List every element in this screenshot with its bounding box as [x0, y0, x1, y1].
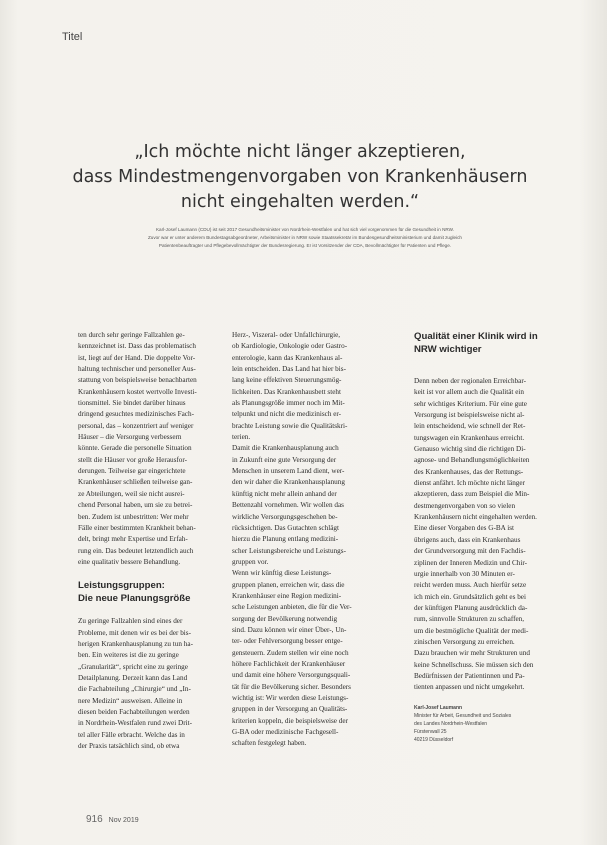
body-text-line: sorgung der Bevölkerung notwendig [232, 614, 338, 623]
body-text-line: des Krankenhauses, das der Rettungs- [414, 467, 524, 476]
body-text-line: Zu geringe Fallzahlen sind eines der [78, 617, 183, 626]
body-text-line: terien. [232, 433, 251, 442]
column-2 [232, 330, 390, 750]
subheading-leistungsgruppen [78, 579, 210, 605]
body-text-line: Herz-, Viszeral- oder Unfallchirurgie, [232, 331, 341, 339]
body-text-line: herigen Krankenhausplanung zu tun ha- [78, 639, 193, 648]
body-text-line: Versorgung ist beispielsweise nicht al- [414, 411, 525, 420]
body-text-line: ben. Ein weiteres ist die zu geringe [78, 651, 179, 660]
body-text-line: derungen. Teilweise gar eingerichtete [78, 467, 186, 476]
body-text-line: tät für die Bevölkerung sicher. Besonders [232, 682, 351, 691]
body-text-line: diesen beiden Fachabteilungen werden [78, 707, 190, 716]
body-text-line: tienten anpassen und nicht umgekehrt. [414, 683, 525, 692]
body-text-line: sehr wichtiges Kriterium. Für eine gute [414, 399, 527, 408]
body-text-line: lein entscheiden. Das Land hat hier bis- [232, 365, 346, 374]
body-text-line: Krankenhäuser eine Region medizini- [232, 591, 342, 600]
body-text-line: dienst anfährt. Ich möchte nicht länger [414, 479, 525, 488]
body-text-line: tel aller Fälle erbracht. Welche das in [78, 730, 185, 739]
body-text-line: rücksichtigen. Das Gutachten schlägt [232, 523, 339, 532]
body-text-line: lang keine effektiven Steuerungsmög- [232, 376, 342, 385]
author-line: Minister für Arbeit, Gesundheit und Soziales [414, 712, 512, 719]
quote-line: dass Mindestmengenvorgaben von Krankenhäusern [72, 167, 528, 187]
body-text-line: Genauso wichtig sind die richtigen Di- [414, 445, 526, 454]
body-text-line: ob Kardiologie, Onkologie oder Gastro- [232, 342, 348, 351]
body-text-line: und damit eine höhere Versorgungsquali- [232, 671, 351, 680]
body-text-line: Detailplanung. Derzeit kann das Land [78, 673, 188, 682]
body-text-line: ziplinen der Inneren Medizin und Chir- [414, 558, 528, 567]
body-text-line: dringend gesuchtes medizinisches Fach- [78, 410, 194, 419]
body-text-line: agnose- und Behandlungsmöglichkeiten [414, 456, 530, 465]
subheading-qualitaet [414, 330, 576, 356]
body-text-line: ist, liegt auf der Hand. Die doppelte Vor- [78, 353, 196, 362]
subheading-line: Die neue Planungsgröße [78, 593, 191, 605]
body-text-line: Fälle einer bestimmten Krankheit behan- [78, 523, 196, 532]
author-box [414, 704, 576, 744]
body-text-line: Krankenhäuser schließen teilweise gan- [78, 478, 193, 487]
body-text-line: telpunkt und nicht die medizinisch er- [232, 410, 342, 419]
body-text-line: personal, das – konzentriert auf weniger [78, 421, 194, 430]
body-text-line: gruppen vor. [232, 557, 269, 566]
body-text-line: gruppen planen, erreichen wir, dass die [232, 580, 345, 589]
body-text-line: in Nordrhein-Westfalen rund zwei Drit- [78, 719, 192, 728]
body-text-line: kennzeichnet ist. Dass das problematisch [78, 342, 196, 351]
issue-label: Nov 2019 [108, 817, 139, 824]
body-text-line: akzeptieren, dass zum Beispiel die Min- [414, 490, 530, 499]
body-text-line: nere Medizin“ ausweisen. Alleine in [78, 696, 183, 705]
body-text-line: Dazu brauchen wir mehr Strukturen und [414, 649, 530, 658]
body-text-line: delt, bringt mehr Expertise und Erfah- [78, 535, 188, 544]
body-text-line: eine qualitativ bessere Behandlung. [78, 557, 181, 566]
body-text-line: rung ein. Das bedeutet letztendlich auch [78, 546, 194, 555]
body-text-line: sind. Dazu können wir einer Über-, Un- [232, 625, 347, 634]
body-text-line: keit ist vor allem auch die Qualität ein [414, 388, 524, 397]
body-text-line: gruppen in der Versorgung an Qualitäts- [232, 705, 348, 714]
body-text-line: brachte Leistung sowie die Qualitätskri- [232, 421, 348, 430]
pull-quote [70, 140, 530, 215]
body-text-line: den wir daher die Krankenhausplanung [232, 478, 345, 487]
body-text-line: Denn neben der regionalen Erreichbar- [414, 377, 527, 385]
body-text-line: in Zukunft eine gute Versorgung der [232, 455, 337, 464]
body-text-line: übrigens auch, dass ein Krankenhaus [414, 535, 521, 544]
body-text-line: urgie innerhalb von 30 Minuten er- [414, 569, 515, 578]
author-line: des Landes Nordrhein-Westfalen [414, 720, 488, 727]
quote-line: „Ich möchte nicht länger akzeptieren, [134, 142, 466, 162]
body-text-line: tungswagen ein Krankenhaus erreicht. [414, 433, 525, 442]
author-name: Karl-Josef Laumann [414, 704, 463, 711]
body-text-line: der Praxis tatsächlich sind, ob etwa [78, 742, 180, 750]
body-text-line: als Planungsgröße immer noch im Mit- [232, 399, 345, 408]
body-text-line: rum, sinnvolle Strukturen zu schaffen, [414, 615, 525, 624]
page-number: 916 [86, 814, 103, 825]
column-1 [78, 330, 210, 752]
body-text-line: schaften festgelegt haben. [232, 739, 307, 748]
body-text-line: stattung von beispielsweise benachbarten [78, 376, 197, 385]
intro-line: Zuvor war er unter anderem Bundestagsabgeordneter, Arbeitsminister in NRW sowie Staatssekretär im Bundesgesundheitsministerium und damit zugleich [148, 235, 462, 240]
intro-text [80, 226, 530, 250]
body-text-line: keine Schnellschuss. Sie müssen sich den [414, 660, 534, 669]
body-text-line: sche Leistungen anbieten, die für die Ver- [232, 603, 352, 612]
body-text-line: künftig nicht mehr allein anhand der [232, 489, 337, 498]
body-text-line: destmengenvorgaben von so vielen [414, 501, 516, 510]
body-text-line: ter- oder Fehlversorgung besser entge- [232, 637, 343, 646]
body-text-line: enterologie, kann das Krankenhaus al- [232, 353, 343, 362]
body-text-line: der Grundversorgung mit den Fachdis- [414, 547, 526, 556]
body-text-line: Bedürfnissen der Patientinnen und Pa- [414, 671, 525, 680]
body-text-line: Probleme, mit denen wir es bei der bis- [78, 628, 191, 637]
body-text-line: Wenn wir künftig diese Leistungs- [232, 569, 332, 578]
body-text-line: stellt die Häuser vor große Herausfor- [78, 455, 188, 464]
body-text-line: Menschen in unserem Land dient, wer- [232, 467, 345, 476]
subheading-line: Qualität einer Klinik wird in [414, 331, 538, 342]
body-text-line: ze Abteilungen, weil sie nicht ausrei- [78, 489, 185, 498]
body-text-line: Damit die Krankenhausplanung auch [232, 444, 339, 453]
column-3 [414, 330, 576, 744]
intro-line: Karl-Josef Laumann (CDU) ist seit 2017 Gesundheitsminister von Nordrhein-Westfalen und hat sich viel vorgenommen für die Gesundheit in NRW. [155, 227, 455, 232]
body-text-line: wichtig ist: Wir werden diese Leistungs- [232, 694, 349, 702]
body-text-line: lichkeiten. Das Krankenhausbett steht [232, 387, 341, 396]
intro-line: Patientenbeauftragter und Pflegebevollmächtigter der Bundesregierung. Er ist Vorsitzender der CDA, Bevollmächtigter für Patienten und Pflege. [158, 243, 452, 248]
body-text-line: Krankenhäusern nicht eingehalten werden. [414, 513, 537, 522]
body-text-line: Bettenzahl vornehmen. Wir wollen das [232, 501, 344, 510]
body-text-line: Krankenhäusern kostet wertvolle Investi- [78, 387, 197, 396]
body-text-line: könnte. Gerade die personelle Situation [78, 444, 192, 453]
body-text-line: ich mich ein. Grundsätzlich geht es bei [414, 592, 526, 601]
body-text-line: zinischen Versorgung zu erreichen. [414, 637, 515, 646]
body-text-line: Häuser – die Versorgung verbessern [78, 433, 182, 442]
body-text-line: G-BA oder medizinische Fachgesell- [232, 728, 339, 737]
body-text-line: lein entscheidend, wie schnell der Ret- [414, 422, 526, 431]
page-footer [86, 814, 139, 825]
body-text-line: ten durch sehr geringe Fallzahlen ge- [78, 331, 185, 339]
body-text-line: chend Personal haben, um sie zu betrei- [78, 501, 193, 510]
body-text-line: reicht werden muss. Auch hierfür setze [414, 581, 527, 590]
subheading-line: Leistungsgruppen: [78, 580, 165, 592]
author-line: 40219 Düsseldorf [414, 736, 454, 743]
body-text-line: hierzu die Planung entlang medizini- [232, 535, 339, 544]
body-text-line: der künftigen Planung ausdrücklich da- [414, 603, 528, 612]
body-text-line: um die bestmögliche Qualität der medi- [414, 626, 529, 635]
body-text-line: ben. Zudem ist unbestritten: Wer mehr [78, 512, 189, 521]
body-text-line: tionsmittel. Sie bindet darüber hinaus [78, 399, 186, 408]
body-text-line: haltung technischer und personeller Aus- [78, 365, 196, 374]
subheading-line: NRW wichtiger [414, 344, 482, 355]
body-text-line: kriterien koppeln, die beispielsweise der [232, 716, 348, 725]
body-text-line: die Fachabteilung „Chirurgie“ und „In- [78, 685, 191, 694]
body-text-line: scher Leistungsbereiche und Leistungs- [232, 546, 346, 555]
body-text-line: höhere Fachlichkeit der Krankenhäuser [232, 659, 346, 668]
body-text-line: gensteuern. Zudem stellen wir eine noch [232, 648, 349, 657]
author-line: Fürstenwall 25 [414, 728, 447, 735]
quote-line: nicht eingehalten werden.“ [180, 192, 420, 212]
body-text-line: Eine dieser Vorgaben des G-BA ist [414, 524, 515, 533]
section-label: Titel [62, 31, 83, 43]
body-text-line: wirkliche Versorgungsgeschehen be- [232, 512, 338, 521]
body-text-line: „Granularität“, spricht eine zu geringe [78, 662, 188, 671]
